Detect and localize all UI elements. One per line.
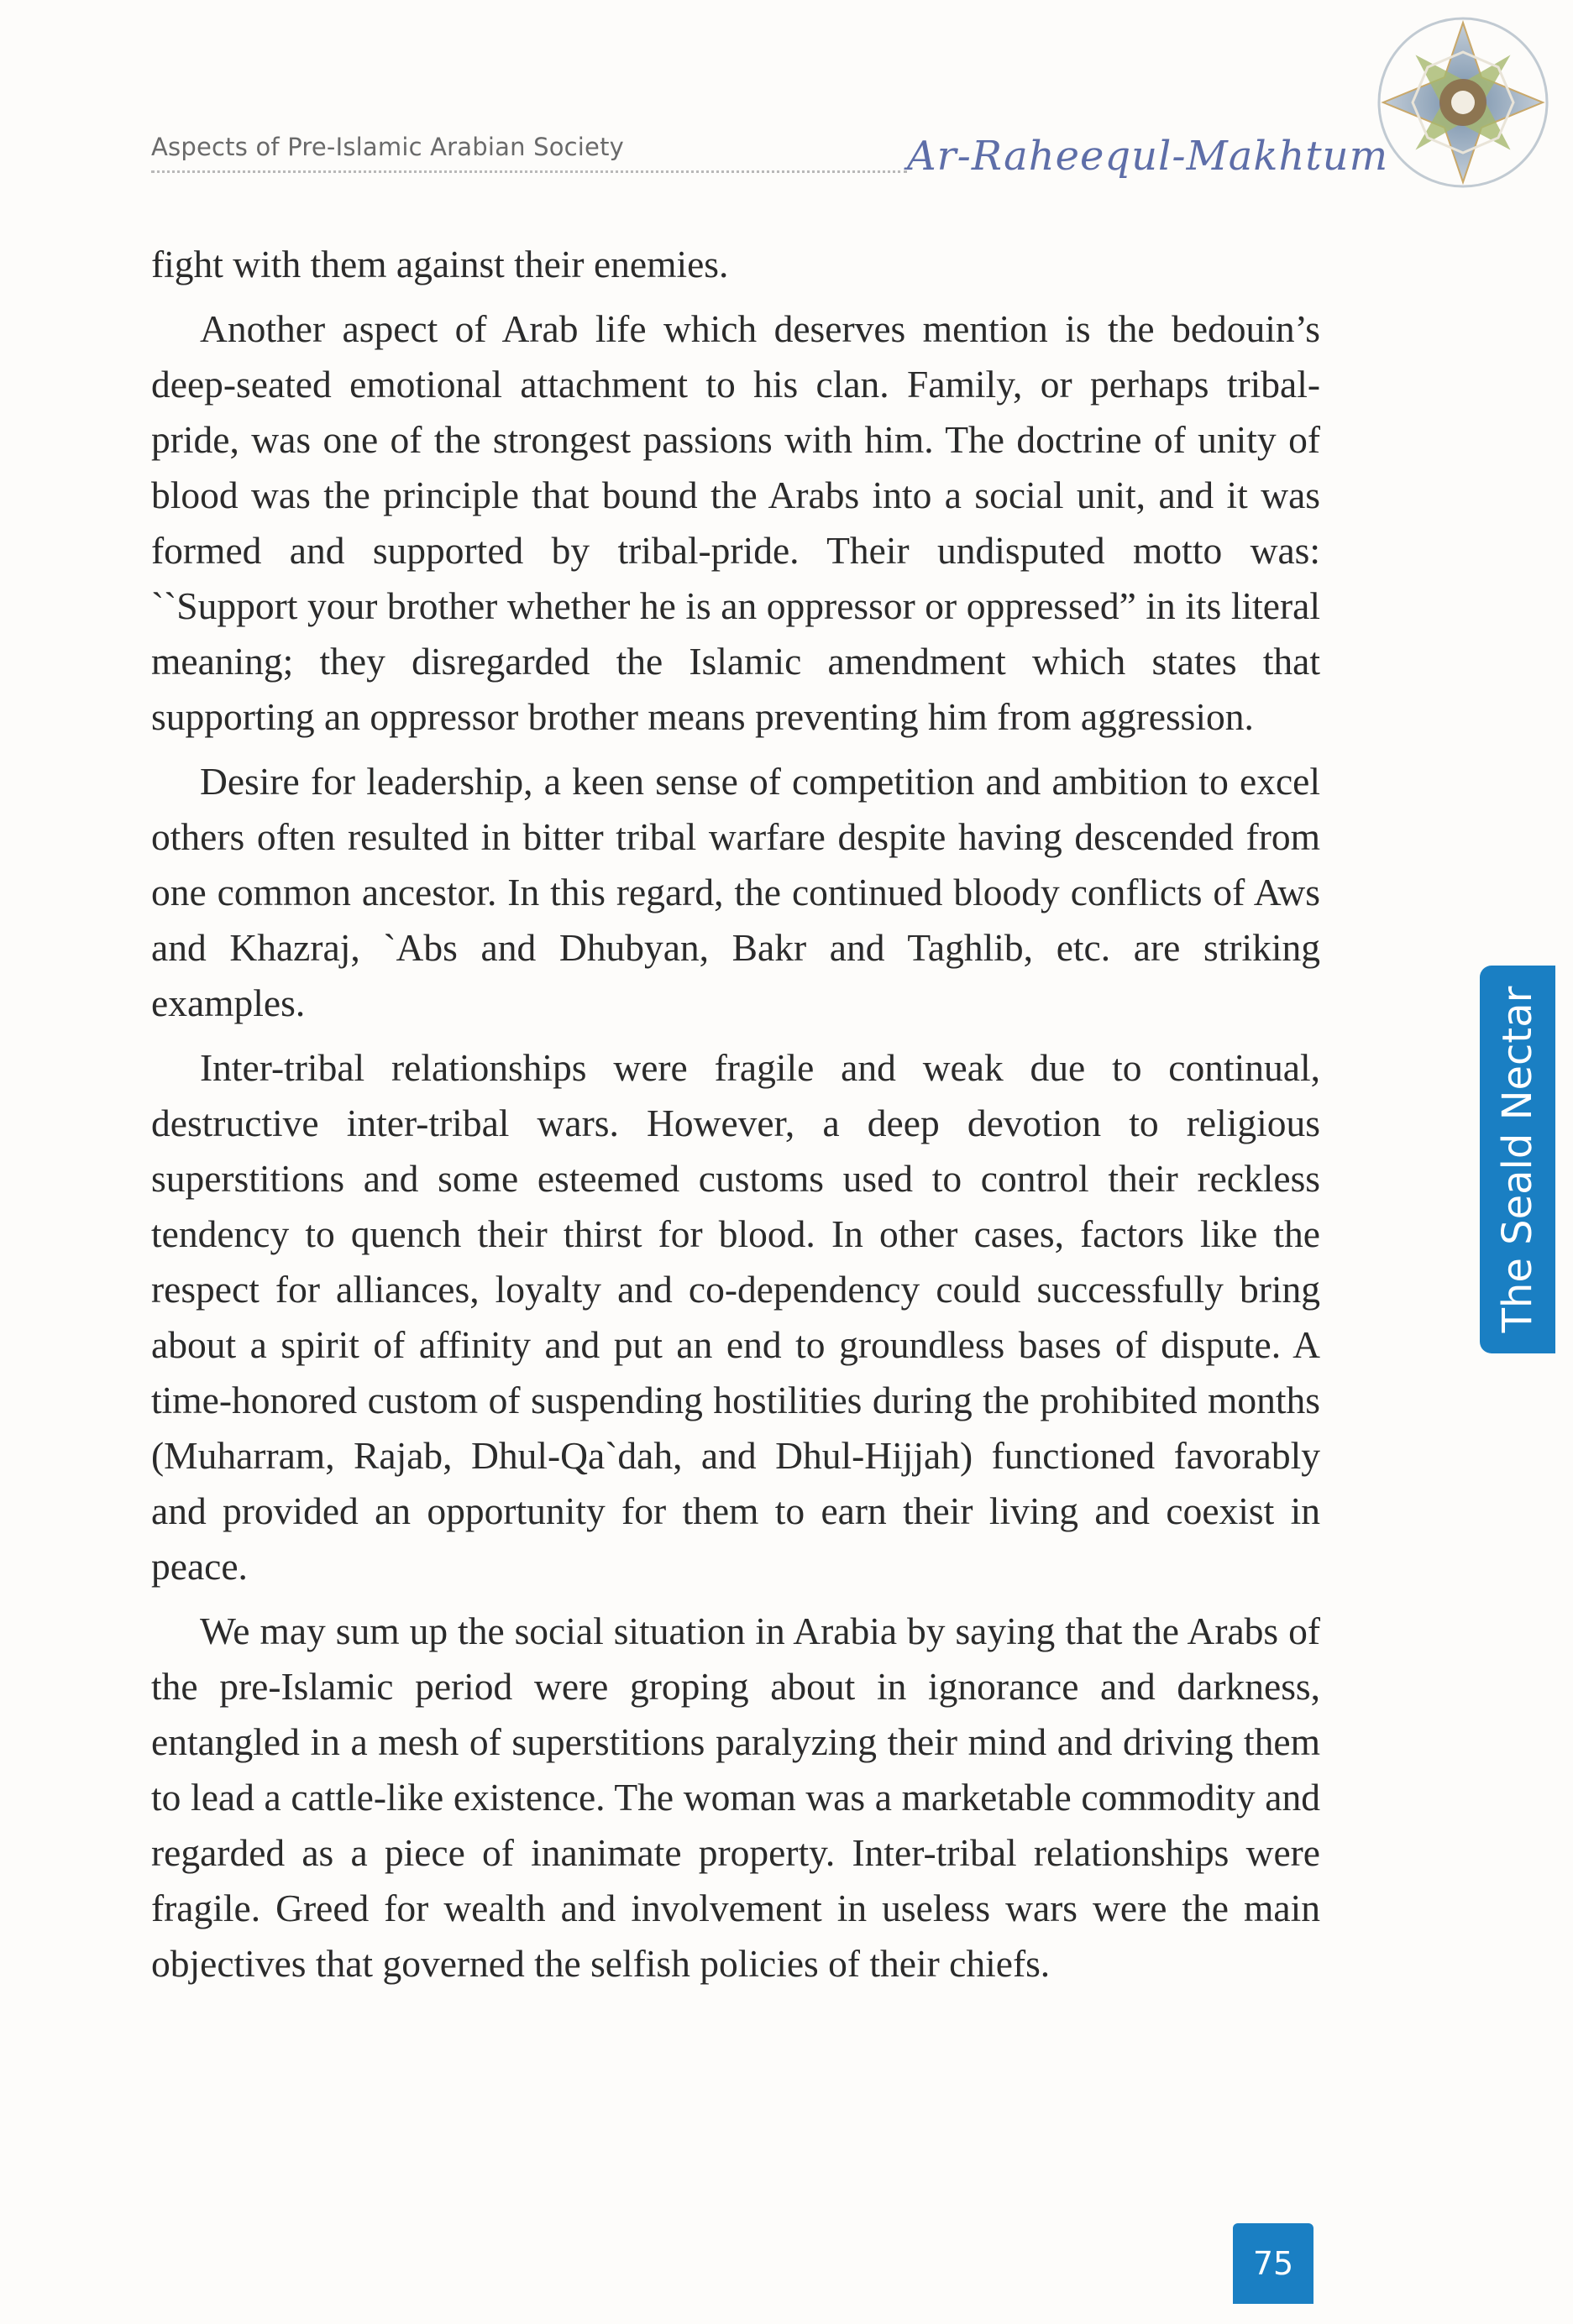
running-header-section-title: Aspects of Pre-Islamic Arabian Society <box>151 133 625 161</box>
paragraph: We may sum up the social situation in Arabia by saying that the Arabs of the pre-Islamic period were groping about in ignorance and darkness, entangled in a mesh of superstitions paralyzing their mind and driving them to lead a cattle-like existence. The woman was a marketable commodity and regarded as a piece of inanimate property. Inter-tribal relationships were fragile. Greed for wealth and involvement in useless wars were the main objectives that governed the selfish policies of their chiefs. <box>151 1610 1320 1985</box>
body-text <box>151 237 1320 2001</box>
paragraph: Another aspect of Arab life which deserves mention is the bedouin’s deep-seated emotional attachment to his clan. Family, or perhaps tribal-pride, was one of the strongest passions with him. The doctrine of unity of blood was the principle that bound the Arabs into a social unit, and it was formed and supported by tribal-pride. Their undisputed motto was: ``Support your brother whether he is an oppressor or oppressed” in its literal meaning; they disregarded the Islamic amendment which states that supporting an oppressor brother means preventing him from aggression. <box>151 307 1320 738</box>
geometric-rosette-ornament-icon <box>1365 8 1562 202</box>
side-tab-label: The Seald Nectar <box>1494 986 1541 1333</box>
paragraph: Inter-tribal relationships were fragile and weak due to continual, destructive inter-tribal wars. However, a deep devotion to religious superstitions and some esteemed customs used to control their reckless tendency to quench their thirst for blood. In other cases, factors like the respect for alliances, loyalty and co-dependency could successfully bring about a spirit of affinity and put an end to groundless bases of dispute. A time-honored custom of suspending hostilities during the prohibited months (Muharram, Rajab, Dhul-Qa`dah, and Dhul-Hijjah) functioned favorably and provided an opportunity for them to earn their living and coexist in peace. <box>151 1046 1320 1588</box>
paragraph: Desire for leadership, a keen sense of competition and ambition to excel others often resulted in bitter tribal warfare despite having descended from one common ancestor. In this regard, the continued bloody conflicts of Aws and Khazraj, `Abs and Dhubyan, Bakr and Taghlib, etc. are striking examples. <box>151 760 1320 1024</box>
header-dotted-rule <box>151 170 907 173</box>
paragraph: fight with them against their enemies. <box>151 243 729 285</box>
side-tab <box>1480 966 1555 1353</box>
page-number: 75 <box>1233 2223 1313 2304</box>
running-header-book-title: Ar-Raheequl-Makhtum <box>907 133 1389 180</box>
